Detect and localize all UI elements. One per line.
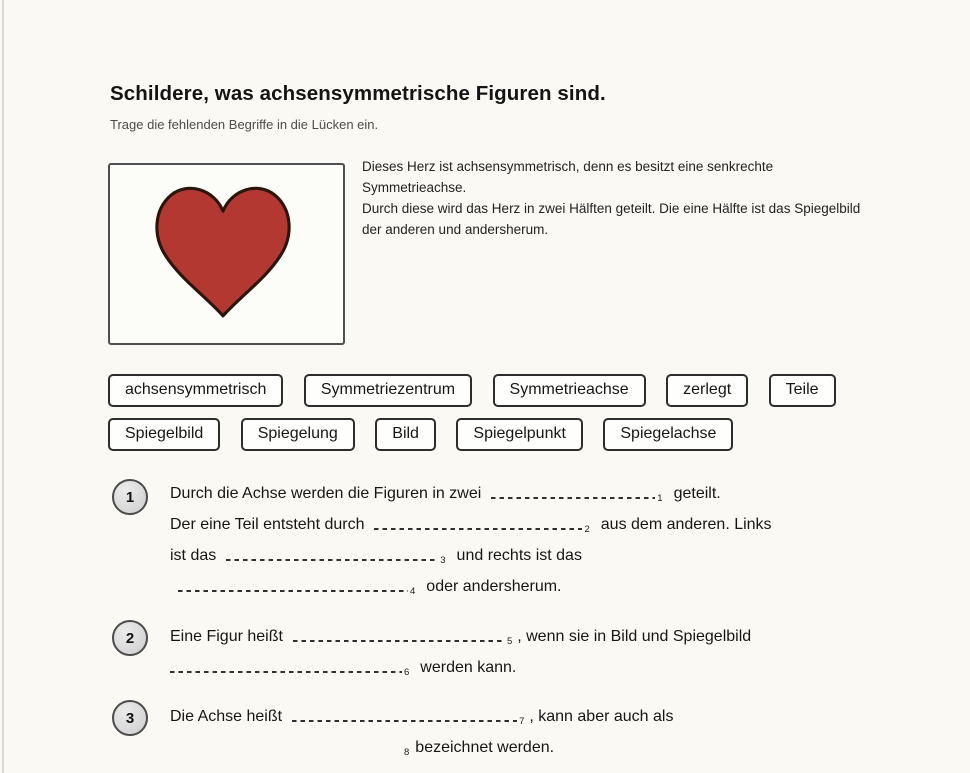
word-chip-symmetriezentrum[interactable]: Symmetriezentrum	[304, 374, 472, 407]
blank-dashes	[292, 719, 517, 722]
word-bank-row-1	[108, 374, 852, 407]
blank-field-4[interactable]	[178, 578, 415, 597]
exercise-2-number	[112, 620, 148, 656]
word-chip-achsensymmetrisch[interactable]: achsensymmetrisch	[108, 374, 283, 407]
cloze-text: Eine Figur heißt	[170, 628, 283, 645]
blank-number: 3	[440, 555, 446, 566]
exercise-1-number	[112, 479, 148, 515]
word-chip-spiegelung[interactable]: Spiegelung	[241, 418, 355, 451]
blank-field-3[interactable]	[226, 547, 445, 566]
figure-description-line-1: Dieses Herz ist achsensymmetrisch, denn es besitzt eine senkrechte Symmetrieachse.	[362, 159, 774, 195]
blank-dashes	[374, 527, 582, 530]
exercise-number-label: 2	[125, 629, 135, 647]
exercise-3-line-2	[404, 739, 554, 758]
cloze-text: Der eine Teil entsteht durch	[170, 516, 365, 533]
word-chip-teile[interactable]: Teile	[769, 374, 836, 407]
cloze-text: ist das	[170, 547, 217, 564]
exercise-1-line-3	[170, 547, 582, 566]
blank-field-6[interactable]	[170, 659, 409, 678]
blank-dashes	[491, 496, 655, 499]
cloze-text: , kann aber auch als	[529, 708, 674, 725]
page-title: Schildere, was achsensymmetrische Figuren sind.	[110, 82, 606, 105]
word-chip-zerlegt[interactable]: zerlegt	[666, 374, 748, 407]
page-subtitle: Trage die fehlenden Begriffe in die Lücken ein.	[110, 117, 379, 132]
blank-number: 7	[519, 716, 525, 727]
figure-description-line-2: Durch diese wird das Herz in zwei Hälften geteilt. Die eine Hälfte ist das Spiegelbild der anderen und andersherum.	[362, 201, 861, 237]
blank-dashes	[226, 558, 438, 561]
word-chip-spiegelpunkt[interactable]: Spiegelpunkt	[456, 418, 583, 451]
word-chip-symmetrieachse[interactable]: Symmetrieachse	[493, 374, 646, 407]
blank-number: 4	[410, 586, 416, 597]
word-bank-row-2	[108, 418, 749, 451]
blank-number: 1	[657, 493, 663, 504]
cloze-text: oder andersherum.	[426, 578, 562, 595]
exercise-2-line-2	[170, 659, 516, 678]
word-chip-bild[interactable]: Bild	[375, 418, 436, 451]
blank-number: 2	[584, 524, 590, 535]
word-chip-spiegelbild[interactable]: Spiegelbild	[108, 418, 220, 451]
blank-number: 6	[404, 667, 410, 678]
blank-dashes	[293, 639, 505, 642]
blank-dashes	[178, 589, 408, 592]
blank-number[interactable]: 8	[404, 747, 410, 758]
word-chip-spiegelachse[interactable]: Spiegelachse	[603, 418, 733, 451]
exercise-number-label: 1	[125, 488, 135, 506]
exercise-1-line-1	[170, 485, 721, 504]
blank-field-5[interactable]	[293, 628, 512, 647]
cloze-text: Durch die Achse werden die Figuren in zwei	[170, 485, 482, 502]
cloze-text: geteilt.	[673, 485, 721, 502]
page-left-edge	[2, 0, 4, 773]
heart-figure-box	[108, 163, 345, 345]
blank-field-2[interactable]	[374, 516, 589, 535]
exercise-number-label: 3	[125, 709, 135, 727]
cloze-text: bezeichnet werden.	[415, 739, 555, 756]
exercise-1-line-4	[178, 578, 561, 597]
cloze-text: und rechts ist das	[456, 547, 582, 564]
cloze-text: , wenn sie in Bild und Spiegelbild	[517, 628, 752, 645]
cloze-text: aus dem anderen. Links	[600, 516, 772, 533]
exercise-1-line-2	[170, 516, 772, 535]
exercise-3-line-1	[170, 708, 673, 727]
cloze-text: werden kann.	[420, 659, 517, 676]
blank-field-7[interactable]	[292, 708, 524, 727]
figure-description	[362, 156, 870, 240]
blank-number: 5	[506, 636, 513, 647]
exercise-2-line-1	[170, 628, 751, 647]
cloze-text: Die Achse heißt	[170, 708, 283, 725]
exercise-3-number	[112, 700, 148, 736]
blank-field-1[interactable]	[491, 485, 662, 504]
heart-icon	[139, 179, 307, 331]
blank-dashes	[170, 670, 402, 673]
